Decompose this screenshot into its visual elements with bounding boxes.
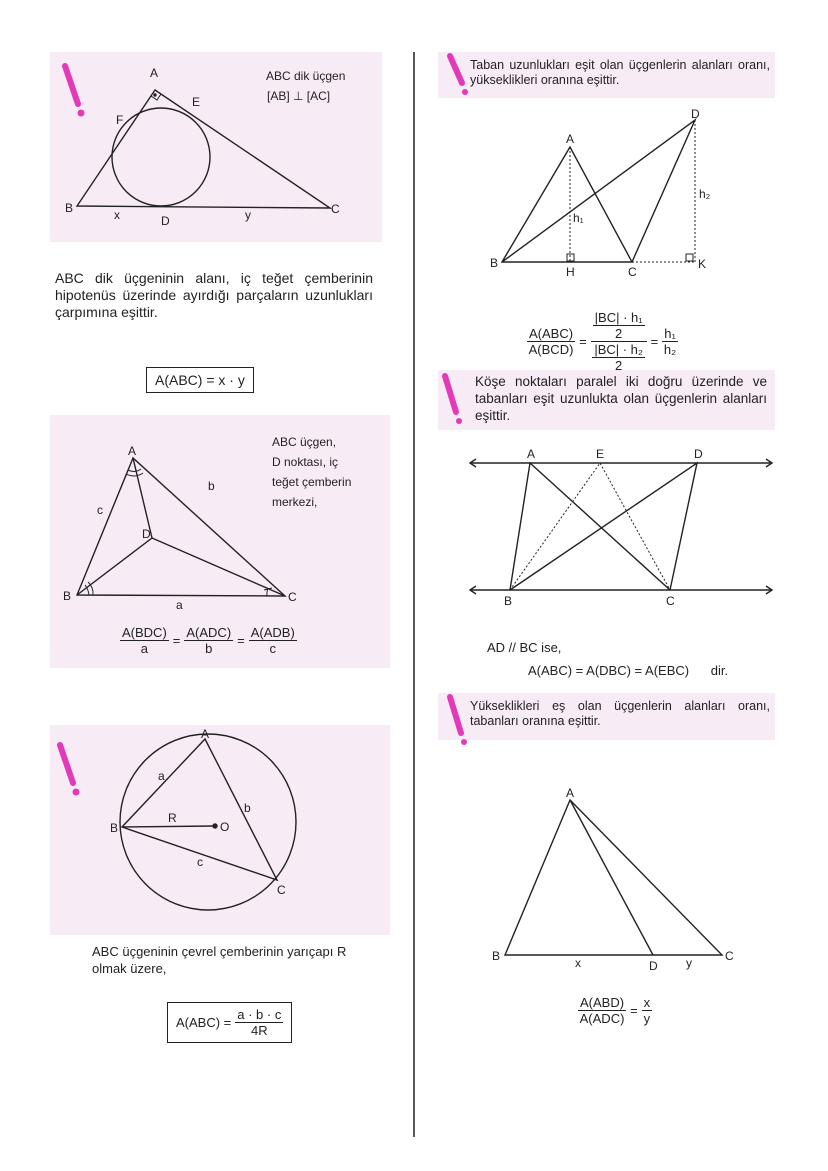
note: teğet çemberin (272, 475, 352, 489)
label-B: B (110, 821, 119, 835)
theorem-text: ABC üçgeninin çevrel çemberinin yarıçapı R olmak üzere, (92, 944, 347, 976)
note: D noktası, iç (272, 455, 339, 469)
label-F: F (116, 113, 124, 127)
label-H: H (566, 265, 575, 279)
label-O: O (220, 820, 230, 834)
label-a: a (158, 769, 165, 783)
label-A: A (566, 786, 575, 800)
equal-height-triangles-figure (505, 800, 722, 955)
note: ABC üçgen, (272, 435, 337, 449)
label-A: A (566, 132, 575, 146)
formula: $\frac{\text{A(ABC)}}{\text{A(BCD)}}$ = $\frac{\frac{\text{|BC| · h₁}}{2}}{\frac{\text{|BC| · h₂}}{2}}$ = $\frac{\text{h₁}}{\text{h₂}}$ (528, 310, 677, 373)
label-D: D (161, 214, 170, 228)
label-x: x (114, 208, 120, 222)
formula-box: A(ABC) = $\frac{a \cdot b \cdot c}{4R}$ (167, 1002, 292, 1043)
label-B: B (504, 594, 513, 608)
equal-base-triangles-figure (502, 120, 695, 262)
label-D: D (691, 107, 700, 121)
label-B: B (492, 949, 501, 963)
label-A: A (201, 727, 210, 741)
label-c: c (97, 503, 103, 517)
label-x: x (575, 956, 581, 970)
label-E: E (192, 95, 201, 109)
label-C: C (277, 883, 286, 897)
label-h2: h₂ (699, 187, 711, 201)
label-b: b (244, 801, 251, 815)
label-A: A (150, 66, 159, 80)
formula: A(ABC) = A(DBC) = A(EBC) dir. (528, 663, 729, 678)
label-B: B (490, 256, 499, 270)
formula-box: A(ABC) = x · y (146, 367, 254, 393)
note: merkezi, (272, 495, 318, 509)
formula: $\frac{\text{A(ABD)}}{\text{A(ADC)}}$ = $\frac{x}{y}$ (579, 995, 651, 1026)
label-D: D (649, 959, 658, 973)
label-h1: h₁ (573, 211, 584, 225)
label-b: b (208, 479, 215, 493)
label-B: B (63, 589, 72, 603)
rule-header: Taban uzunlukları eşit olan üçgenlerin alanları oranı, yükseklikleri oranına eşittir. (470, 58, 770, 87)
parallel-lines-triangles-figure (470, 459, 772, 594)
label-C: C (288, 590, 297, 604)
label-A: A (128, 444, 137, 458)
label-y: y (686, 956, 692, 970)
label-C: C (628, 265, 637, 279)
formula: $\frac{\text{A(BDC)}}{a}$ = $\frac{\text{A(ADC)}}{b}$ = $\frac{\text{A(ADB)}}{c}$ (122, 625, 295, 656)
condition-text: AD // BC ise, (487, 640, 562, 655)
label-E: E (596, 447, 605, 461)
theorem-text: ABC dik üçgeninin alanı, iç teğet çemberinin hipotenüs üzerinde ayırdığı parçaların uzunlukları çarpımına eşittir. (55, 270, 373, 320)
label-a: a (176, 598, 183, 612)
rule-header: Köşe noktaları paralel iki doğru üzerinde ve tabanları eşit uzunlukta olan üçgenlerin alanları eşittir. (475, 374, 767, 423)
label-R: R (168, 811, 177, 825)
label-K: K (698, 257, 707, 271)
label-C: C (666, 594, 675, 608)
rule-header: Yükseklikleri eş olan üçgenlerin alanları oranı, tabanları oranına eşittir. (470, 699, 770, 728)
label-c: c (197, 855, 203, 869)
label-C: C (725, 949, 734, 963)
label-D: D (142, 527, 151, 541)
note: [AB] ⊥ [AC] (267, 89, 331, 103)
note: ABC dik üçgen (266, 69, 346, 83)
label-D: D (694, 447, 703, 461)
label-y: y (245, 208, 251, 222)
label-B: B (65, 201, 74, 215)
label-C: C (331, 202, 340, 216)
label-A: A (527, 447, 536, 461)
